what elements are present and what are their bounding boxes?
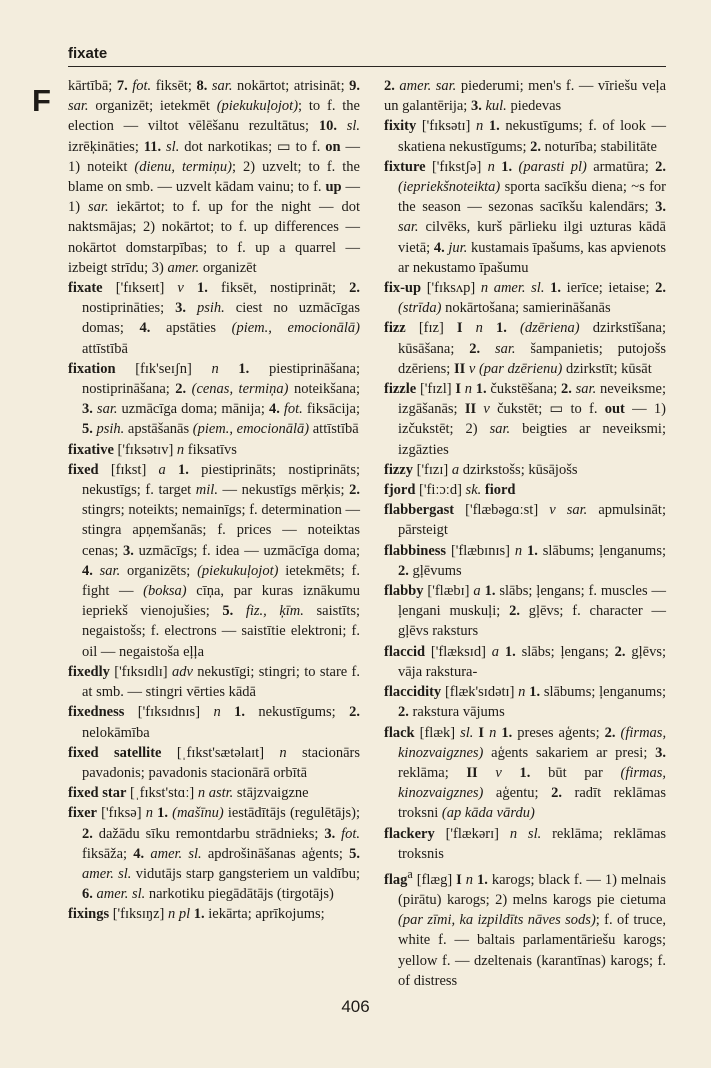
right-column <box>384 76 666 991</box>
running-head-word: fixate <box>68 45 108 62</box>
dictionary-entry-fixed-star: fixed star [ˌfɪkst'stɑː] n astr. stājzvaigzne <box>68 785 309 802</box>
dictionary-entry-fizzle: fizzle ['fɪzl] I n 1. čukstēšana; 2. sar. neveiksme; izgāšanās; II v čukstēt; ▭ to f. out — 1) izčukstēt; 2) sar. beigties ar neveiksmi; izgāzties <box>384 381 667 458</box>
dictionary-entry-fixings-cont: 2. amer. sar. piederumi; men's f. — vīriešu veļa un galantērija; 3. kul. piedevas <box>384 78 667 115</box>
section-letter: F <box>32 83 51 118</box>
dictionary-entry-fjord: fjord ['fiːɔːd] sk. fiord <box>384 482 516 499</box>
dictionary-entry-flabby: flabby ['flæbɪ] a 1. slābs; ļengans; f. muscles — ļengani muskuļi; 2. gļēvs; f. character — gļēvs raksturs <box>384 583 667 640</box>
dictionary-entry-fixity: fixity ['fɪksətɪ] n 1. nekustīgums; f. of look — skatiena nekustīgums; 2. noturība; stabilitāte <box>384 118 666 155</box>
dictionary-entry-flack: flack [flæk] sl. I n 1. preses aģents; 2. (firmas, kinozvaigznes) aģents sakariem ar presi; 3. reklāma; II v 1. būt par (firmas, kinozvaigznes) aģentu; 2. radīt reklāmas troksni (ap kāda vārdu) <box>384 724 667 822</box>
dictionary-entry-fixed: fixed [fɪkst] a 1. piestiprināts; nostiprināts; nekustīgs; f. target mil. — nekustīgs mērķis; 2. stingrs; noteikts; nemainīgs; f. determination — stingra apņemšanās; f. prices — noteiktas cenas; 3. uzmācīgs; f. idea — uzmācīga doma; 4. sar. organizēts; (piekukuļojot) ietekmēts; f. fight — (boksa) cīņa, par kuras iznākumu iepriekš vienojušies; 5. fiz., ķīm. saistīts; negaistošs; f. electrons — saistītie elektroni; f. oil — negaistoša eļļa <box>68 461 361 660</box>
dictionary-entry-flag: flag$^a$ [flæg] I n 1. karogs; black f. — 1) melnais (pirātu) karogs; 2) melns karogs pie cietuma (par zīmi, ka izpildīts nāves sods); f. of truce, white f. — baltais parlamentāriešu karogs; yellow f. — dzeltenais (karantīnas) karogs; f. of distress <box>384 866 667 989</box>
dictionary-entry-fixture: fixture ['fɪkstʃə] n 1. (parasti pl) armatūra; 2. (iepriekšnoteikta) sporta sacīkšu diena; ~s for the season — sezonas sacīkšu kalendārs; 3. sar. cilvēks, kurš pārlieku ilgi uzturas kādā vietā; 4. jur. kustamais īpašums, kas apvienots ar nekustamo īpašumu <box>384 158 667 276</box>
dictionary-entry-fizz: fizz [fɪz] I n 1. (dzēriena) dzirkstīšana; kūsāšana; 2. sar. šampanietis; putojošs dzēriens; II v (par dzērienu) dzirkstīt; kūsāt <box>384 320 667 377</box>
dictionary-entry-flabbiness: flabbiness ['flæbɪnɪs] n 1. slābums; ļenganums; 2. gļēvums <box>384 542 667 579</box>
dictionary-entry-flaccidity: flaccidity [flæk'sɪdətɪ] n 1. slābums; ļenganums; 2. rakstura vājums <box>384 684 666 721</box>
dictionary-entry-fixedness: fixedness ['fɪksɪdnɪs] n 1. nekustīgums; 2. nelokāmība <box>68 704 360 741</box>
dictionary-entry-fix-cont: kārtībā; 7. fot. fiksēt; 8. sar. nokārtot; atrisināt; 9. sar. organizēt; ietekmēt (piekukuļojot); to f. the election — viltot vēlēšanu rezultātus; 10. sl. izrēķināties; 11. sl. dot narkotikas; ▭ to f. on — 1) noteikt (dienu, termiņu); 2) uzvelt; to f. the blame on smb. — uzvelt kādam vainu; to f. up — 1) sar. iekārtot; to f. up for the night — dot naktsmājas; 2) nokārtot; to f. up differences — nokārtot domstarpības; to f. up a quarrel — izbeigt strīdu; 3) amer. organizēt <box>68 78 361 276</box>
running-header <box>68 44 666 67</box>
dictionary-entry-fixed-satellite: fixed satellite [ˌfɪkst'sætəlaɪt] n stacionārs pavadonis; pavadonis stacionārā orbītā <box>68 744 360 781</box>
dictionary-entry-fix-up: fix-up ['fɪksʌp] n amer. sl. 1. ierīce; ietaise; 2. (strīda) nokārtošana; samierināšanās <box>384 280 666 317</box>
dictionary-entry-fixings: fixings ['fɪksɪŋz] n pl 1. iekārta; aprīkojums; <box>68 906 325 923</box>
dictionary-entry-flackery: flackery ['flækərɪ] n sl. reklāma; reklāmas troksnis <box>384 825 667 862</box>
dictionary-entry-fixate: fixate ['fɪkseɪt] v 1. fiksēt, nostiprināt; 2. nostiprināties; 3. psih. ciest no uzmācīgas domas; 4. apstāties (piem., emocionālā) attīstībā <box>68 280 361 357</box>
dictionary-entry-fixer: fixer ['fɪksə] n 1. (mašīnu) iestādītājs (regulētājs); 2. dažādu sīku remontdarbu strādnieks; 3. fot. fiksāža; 4. amer. sl. apdrošināšanas aģents; 5. amer. sl. vidutājs starp gangsteriem un valdību; 6. amer. sl. narkotiku piegādātājs (tirgotājs) <box>68 805 361 903</box>
dictionary-entry-fixation: fixation [fɪk'seɪʃn] n 1. piestiprināšana; nostiprināšana; 2. (cenas, termiņa) noteikšana; 3. sar. uzmācīga doma; mānija; 4. fot. fiksācija; 5. psih. apstāšanās (piem., emocionālā) attīstībā <box>68 360 361 438</box>
dictionary-entry-flabbergast: flabbergast ['flæbəgɑːst] v sar. apmulsināt; pārsteigt <box>384 502 666 539</box>
page-number: 406 <box>341 997 370 1016</box>
left-column <box>68 76 360 925</box>
dictionary-entry-fizzy: fizzy ['fɪzɪ] a dzirkstošs; kūsājošs <box>384 461 578 478</box>
dictionary-entry-flaccid: flaccid ['flæksɪd] a 1. slābs; ļengans; 2. gļēvs; vāja rakstura- <box>384 643 666 680</box>
dictionary-entry-fixedly: fixedly ['fɪksɪdlɪ] adv nekustīgi; stingri; to stare f. at smb. — stingri vērties kādā <box>68 663 361 701</box>
dictionary-entry-fixative: fixative ['fɪksətɪv] n fiksatīvs <box>68 441 237 458</box>
